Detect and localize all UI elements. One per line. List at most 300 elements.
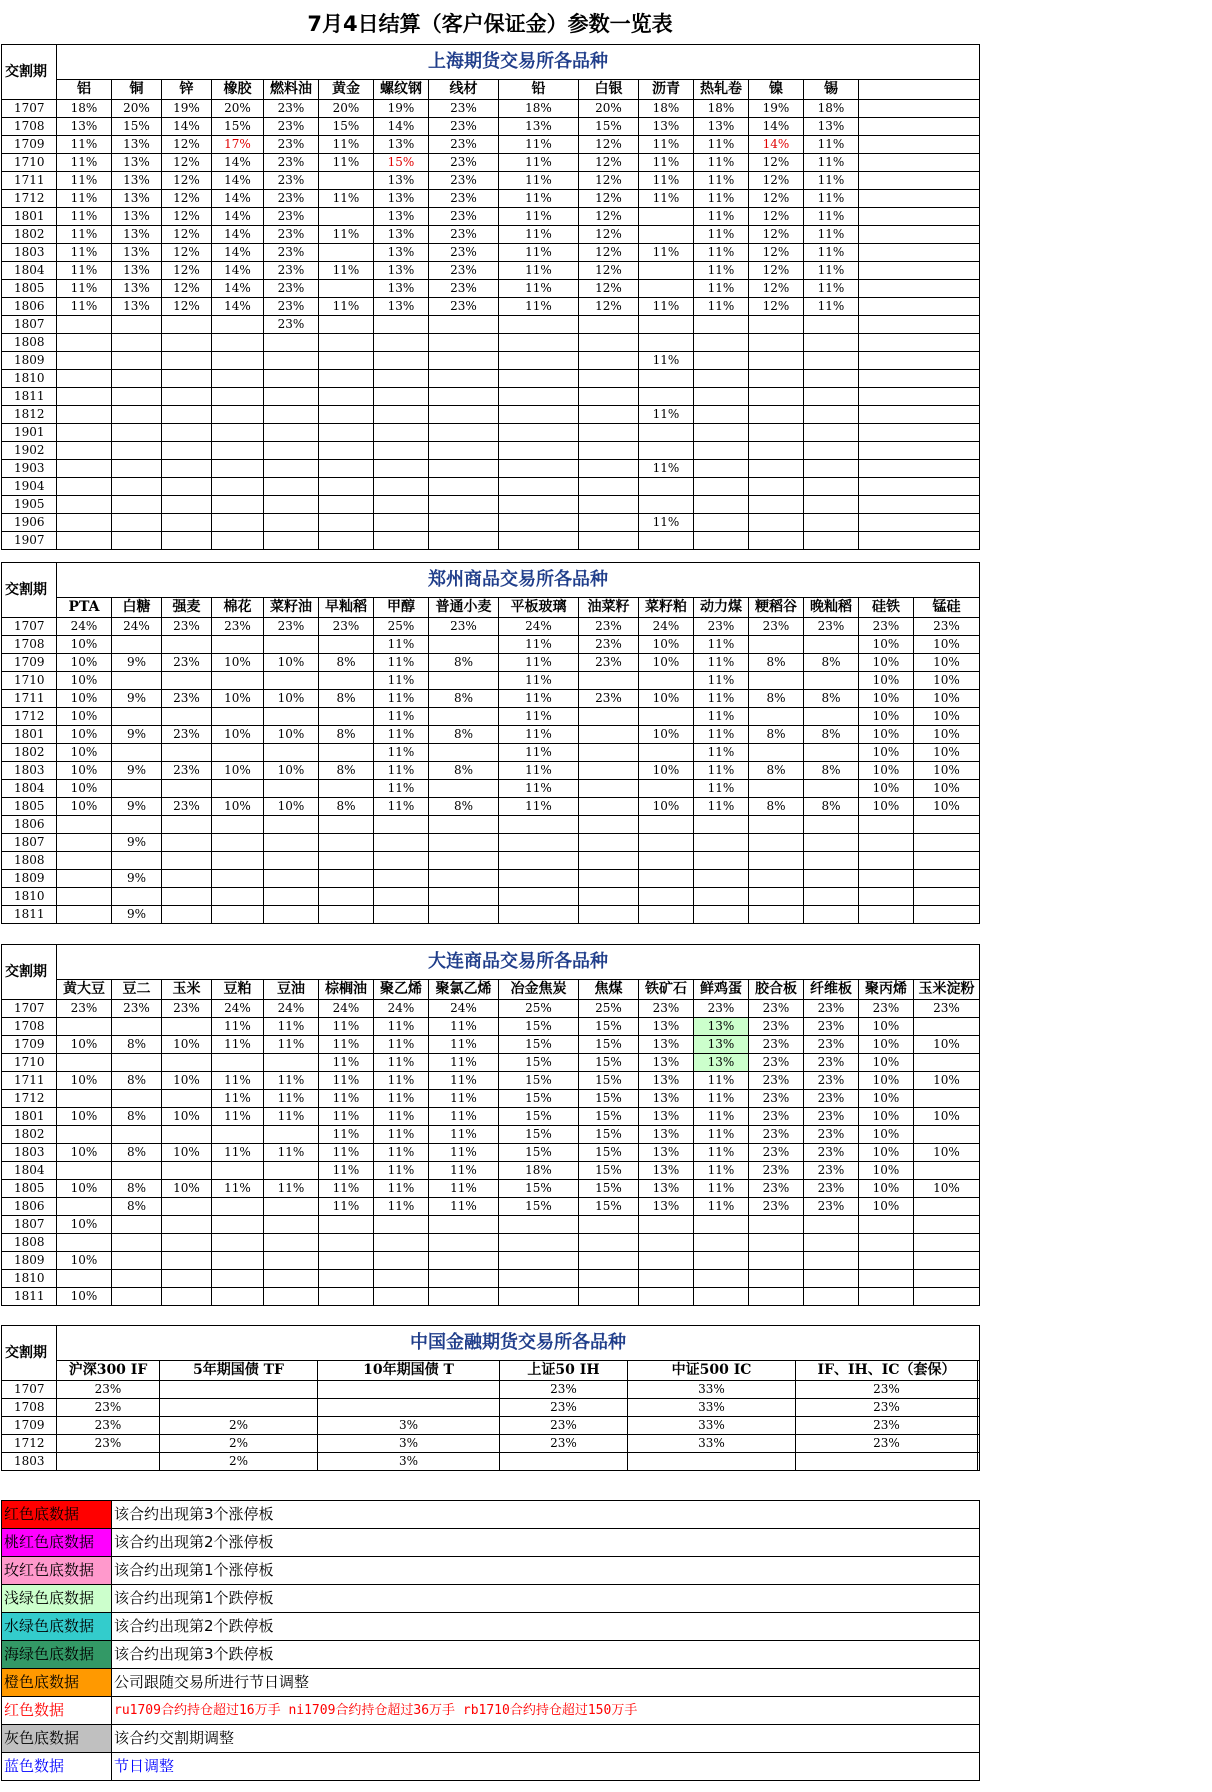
margin-cell: 15% bbox=[212, 118, 264, 136]
margin-cell bbox=[264, 852, 319, 870]
table-row bbox=[2, 1198, 980, 1216]
margin-cell: 10% bbox=[57, 672, 112, 690]
margin-cell bbox=[639, 906, 694, 924]
period-header: 交割期 bbox=[2, 945, 57, 1000]
period-cell: 1710 bbox=[2, 154, 57, 172]
margin-cell bbox=[162, 1234, 212, 1252]
margin-cell: 10% bbox=[639, 798, 694, 816]
margin-cell bbox=[579, 672, 639, 690]
margin-cell: 9% bbox=[112, 726, 162, 744]
margin-cell bbox=[804, 496, 859, 514]
margin-cell bbox=[264, 496, 319, 514]
margin-cell: 14% bbox=[374, 118, 429, 136]
period-cell: 1803 bbox=[2, 244, 57, 262]
margin-cell bbox=[914, 1162, 980, 1180]
margin-cell bbox=[319, 1216, 374, 1234]
period-cell: 1811 bbox=[2, 906, 57, 924]
margin-cell bbox=[212, 514, 264, 532]
margin-cell: 12% bbox=[162, 226, 212, 244]
margin-cell: 15% bbox=[579, 1090, 639, 1108]
period-cell: 1708 bbox=[2, 118, 57, 136]
margin-cell: 10% bbox=[859, 672, 914, 690]
margin-cell: 11% bbox=[319, 1036, 374, 1054]
margin-cell: 9% bbox=[112, 762, 162, 780]
period-cell: 1707 bbox=[2, 1381, 57, 1399]
margin-cell bbox=[579, 834, 639, 852]
margin-cell: 15% bbox=[374, 154, 429, 172]
margin-cell bbox=[499, 442, 579, 460]
margin-cell bbox=[804, 906, 859, 924]
legend-swatch-label: 灰色底数据 bbox=[2, 1725, 112, 1753]
margin-cell: 8% bbox=[112, 1198, 162, 1216]
margin-cell bbox=[749, 852, 804, 870]
margin-cell bbox=[429, 370, 499, 388]
period-cell: 1711 bbox=[2, 172, 57, 190]
margin-cell bbox=[112, 406, 162, 424]
margin-cell bbox=[694, 316, 749, 334]
table-row bbox=[2, 370, 980, 388]
margin-cell bbox=[914, 906, 980, 924]
margin-cell bbox=[859, 816, 914, 834]
period-cell: 1804 bbox=[2, 1162, 57, 1180]
margin-cell: 11% bbox=[429, 1090, 499, 1108]
margin-cell bbox=[319, 870, 374, 888]
margin-cell bbox=[804, 388, 859, 406]
table-row bbox=[2, 870, 980, 888]
margin-cell: 23% bbox=[500, 1435, 628, 1453]
legend-description: 节日调整 bbox=[112, 1753, 980, 1781]
margin-cell: 13% bbox=[694, 1018, 749, 1036]
period-cell: 1805 bbox=[2, 1180, 57, 1198]
margin-cell bbox=[212, 834, 264, 852]
period-cell: 1707 bbox=[2, 100, 57, 118]
legend-description: 该合约出现第2个跌停板 bbox=[112, 1613, 980, 1641]
period-cell: 1806 bbox=[2, 298, 57, 316]
margin-cell bbox=[639, 424, 694, 442]
margin-cell bbox=[319, 672, 374, 690]
margin-cell: 11% bbox=[499, 726, 579, 744]
margin-cell bbox=[859, 834, 914, 852]
margin-cell: 8% bbox=[749, 690, 804, 708]
margin-cell: 11% bbox=[694, 226, 749, 244]
margin-cell bbox=[264, 672, 319, 690]
empty-cell bbox=[859, 478, 980, 496]
margin-cell: 11% bbox=[374, 798, 429, 816]
margin-cell: 10% bbox=[859, 726, 914, 744]
legend-description: 该合约交割期调整 bbox=[112, 1725, 980, 1753]
margin-cell bbox=[112, 388, 162, 406]
margin-cell bbox=[859, 852, 914, 870]
product-header: 沪深300 IF bbox=[57, 1361, 160, 1381]
margin-cell: 10% bbox=[162, 1072, 212, 1090]
margin-cell: 8% bbox=[804, 798, 859, 816]
margin-cell bbox=[429, 780, 499, 798]
margin-cell: 11% bbox=[264, 1144, 319, 1162]
margin-cell: 23% bbox=[162, 726, 212, 744]
margin-cell bbox=[212, 1126, 264, 1144]
margin-cell bbox=[57, 1090, 112, 1108]
margin-cell: 15% bbox=[319, 118, 374, 136]
product-header: 橡胶 bbox=[212, 80, 264, 100]
margin-cell bbox=[429, 460, 499, 478]
table-row bbox=[2, 798, 980, 816]
margin-cell: 20% bbox=[319, 100, 374, 118]
product-header: 粳稻谷 bbox=[749, 598, 804, 618]
dce-table bbox=[1, 944, 980, 1306]
product-header: 棉花 bbox=[212, 598, 264, 618]
margin-cell: 23% bbox=[162, 654, 212, 672]
product-header: 白银 bbox=[579, 80, 639, 100]
margin-cell: 23% bbox=[579, 636, 639, 654]
margin-cell bbox=[112, 496, 162, 514]
table-row bbox=[2, 118, 980, 136]
margin-cell: 23% bbox=[859, 1000, 914, 1018]
margin-cell: 12% bbox=[749, 244, 804, 262]
margin-cell bbox=[429, 870, 499, 888]
margin-cell: 10% bbox=[57, 798, 112, 816]
margin-cell bbox=[162, 460, 212, 478]
product-header: 豆油 bbox=[264, 980, 319, 1000]
margin-cell: 10% bbox=[859, 708, 914, 726]
margin-cell: 11% bbox=[374, 1054, 429, 1072]
margin-cell: 10% bbox=[57, 708, 112, 726]
margin-cell: 15% bbox=[579, 118, 639, 136]
margin-cell bbox=[639, 888, 694, 906]
margin-cell bbox=[374, 1288, 429, 1306]
margin-cell bbox=[212, 460, 264, 478]
product-header: 动力煤 bbox=[694, 598, 749, 618]
margin-cell: 10% bbox=[57, 690, 112, 708]
margin-cell bbox=[804, 370, 859, 388]
margin-cell: 10% bbox=[264, 798, 319, 816]
period-cell: 1803 bbox=[2, 762, 57, 780]
margin-cell: 11% bbox=[264, 1108, 319, 1126]
margin-cell: 12% bbox=[579, 298, 639, 316]
margin-cell: 11% bbox=[639, 406, 694, 424]
margin-cell: 13% bbox=[694, 1036, 749, 1054]
margin-cell: 10% bbox=[264, 654, 319, 672]
margin-cell: 19% bbox=[749, 100, 804, 118]
margin-cell bbox=[162, 370, 212, 388]
margin-cell bbox=[112, 1090, 162, 1108]
margin-cell: 12% bbox=[579, 154, 639, 172]
margin-cell: 23% bbox=[57, 1000, 112, 1018]
margin-cell: 12% bbox=[162, 208, 212, 226]
margin-cell bbox=[804, 870, 859, 888]
margin-cell: 11% bbox=[319, 1180, 374, 1198]
period-cell: 1906 bbox=[2, 514, 57, 532]
margin-cell: 24% bbox=[112, 618, 162, 636]
margin-cell bbox=[499, 1216, 579, 1234]
margin-cell bbox=[639, 262, 694, 280]
margin-cell bbox=[264, 442, 319, 460]
margin-cell bbox=[499, 352, 579, 370]
margin-cell bbox=[319, 406, 374, 424]
margin-cell bbox=[374, 1216, 429, 1234]
margin-cell bbox=[749, 1252, 804, 1270]
legend-description: 该合约出现第2个涨停板 bbox=[112, 1529, 980, 1557]
margin-cell: 23% bbox=[749, 618, 804, 636]
margin-cell: 11% bbox=[319, 1090, 374, 1108]
margin-cell: 11% bbox=[429, 1180, 499, 1198]
margin-cell: 11% bbox=[374, 708, 429, 726]
margin-cell bbox=[112, 514, 162, 532]
margin-cell bbox=[694, 1216, 749, 1234]
margin-cell bbox=[319, 280, 374, 298]
margin-cell bbox=[212, 1288, 264, 1306]
margin-cell: 11% bbox=[499, 244, 579, 262]
margin-cell bbox=[212, 478, 264, 496]
margin-cell bbox=[639, 672, 694, 690]
margin-cell: 11% bbox=[429, 1144, 499, 1162]
margin-cell bbox=[112, 780, 162, 798]
margin-cell: 11% bbox=[57, 244, 112, 262]
margin-cell: 23% bbox=[749, 1036, 804, 1054]
margin-cell: 10% bbox=[859, 1198, 914, 1216]
margin-cell: 11% bbox=[694, 154, 749, 172]
margin-cell bbox=[499, 888, 579, 906]
margin-cell bbox=[374, 496, 429, 514]
margin-cell bbox=[859, 1270, 914, 1288]
margin-cell: 12% bbox=[162, 262, 212, 280]
margin-cell bbox=[804, 1216, 859, 1234]
table-row bbox=[2, 1381, 980, 1399]
period-cell: 1709 bbox=[2, 1036, 57, 1054]
margin-cell: 11% bbox=[374, 1162, 429, 1180]
margin-cell bbox=[212, 870, 264, 888]
margin-cell: 18% bbox=[499, 1162, 579, 1180]
margin-cell: 15% bbox=[579, 1144, 639, 1162]
margin-cell bbox=[112, 852, 162, 870]
margin-cell bbox=[749, 1288, 804, 1306]
period-cell: 1810 bbox=[2, 1270, 57, 1288]
margin-cell bbox=[57, 334, 112, 352]
margin-cell bbox=[212, 780, 264, 798]
margin-cell bbox=[162, 816, 212, 834]
margin-cell bbox=[57, 1198, 112, 1216]
margin-cell: 8% bbox=[749, 798, 804, 816]
margin-cell: 13% bbox=[374, 298, 429, 316]
margin-cell: 11% bbox=[319, 1018, 374, 1036]
period-cell: 1807 bbox=[2, 1216, 57, 1234]
product-header: IF、IH、IC（套保） bbox=[796, 1361, 978, 1381]
margin-cell: 23% bbox=[914, 618, 980, 636]
margin-cell: 24% bbox=[319, 1000, 374, 1018]
margin-cell bbox=[859, 1216, 914, 1234]
margin-cell bbox=[749, 478, 804, 496]
margin-cell bbox=[162, 406, 212, 424]
margin-cell bbox=[264, 388, 319, 406]
margin-cell bbox=[264, 1288, 319, 1306]
margin-cell bbox=[639, 780, 694, 798]
margin-cell bbox=[639, 442, 694, 460]
margin-cell: 13% bbox=[639, 1036, 694, 1054]
product-header: 平板玻璃 bbox=[499, 598, 579, 618]
margin-cell: 11% bbox=[264, 1036, 319, 1054]
margin-cell: 11% bbox=[694, 1144, 749, 1162]
margin-cell: 23% bbox=[694, 618, 749, 636]
margin-cell bbox=[499, 816, 579, 834]
margin-cell: 11% bbox=[694, 208, 749, 226]
period-cell: 1708 bbox=[2, 1018, 57, 1036]
margin-cell: 23% bbox=[749, 1180, 804, 1198]
legend-row bbox=[2, 1585, 980, 1613]
margin-cell: 13% bbox=[112, 154, 162, 172]
margin-cell bbox=[429, 532, 499, 550]
margin-cell bbox=[112, 1270, 162, 1288]
margin-cell bbox=[319, 442, 374, 460]
margin-cell: 8% bbox=[749, 762, 804, 780]
margin-cell bbox=[749, 514, 804, 532]
margin-cell: 13% bbox=[374, 244, 429, 262]
margin-cell: 11% bbox=[499, 154, 579, 172]
margin-cell bbox=[374, 1234, 429, 1252]
margin-cell: 12% bbox=[579, 280, 639, 298]
margin-cell: 14% bbox=[212, 262, 264, 280]
period-cell: 1807 bbox=[2, 834, 57, 852]
margin-cell: 11% bbox=[804, 298, 859, 316]
margin-cell bbox=[429, 514, 499, 532]
margin-cell: 8% bbox=[804, 654, 859, 672]
margin-cell bbox=[499, 334, 579, 352]
margin-cell: 10% bbox=[639, 726, 694, 744]
legend-swatch-label: 红色底数据 bbox=[2, 1501, 112, 1529]
margin-cell: 23% bbox=[429, 244, 499, 262]
margin-cell: 10% bbox=[639, 654, 694, 672]
margin-cell: 23% bbox=[212, 618, 264, 636]
margin-cell bbox=[914, 1216, 980, 1234]
margin-cell bbox=[112, 1054, 162, 1072]
table-row bbox=[2, 672, 980, 690]
table-row bbox=[2, 1435, 980, 1453]
margin-cell bbox=[374, 888, 429, 906]
margin-cell bbox=[212, 496, 264, 514]
margin-cell: 11% bbox=[499, 654, 579, 672]
margin-cell: 10% bbox=[914, 780, 980, 798]
table-row bbox=[2, 514, 980, 532]
margin-cell: 11% bbox=[429, 1126, 499, 1144]
margin-cell bbox=[264, 744, 319, 762]
margin-cell: 11% bbox=[694, 1180, 749, 1198]
margin-cell: 10% bbox=[859, 1126, 914, 1144]
margin-cell bbox=[374, 352, 429, 370]
margin-cell: 10% bbox=[859, 780, 914, 798]
margin-cell: 10% bbox=[914, 798, 980, 816]
margin-cell bbox=[212, 744, 264, 762]
margin-cell bbox=[804, 1288, 859, 1306]
margin-cell: 8% bbox=[804, 690, 859, 708]
table-row bbox=[2, 618, 980, 636]
margin-cell bbox=[374, 406, 429, 424]
legend-description: 公司跟随交易所进行节日调整 bbox=[112, 1669, 980, 1697]
table-row bbox=[2, 442, 980, 460]
period-cell: 1809 bbox=[2, 1252, 57, 1270]
margin-cell bbox=[694, 514, 749, 532]
table-row bbox=[2, 532, 980, 550]
margin-cell bbox=[160, 1381, 318, 1399]
period-cell: 1805 bbox=[2, 280, 57, 298]
period-cell: 1806 bbox=[2, 1198, 57, 1216]
margin-cell: 15% bbox=[579, 1126, 639, 1144]
margin-cell bbox=[264, 370, 319, 388]
table-row bbox=[2, 190, 980, 208]
margin-cell bbox=[694, 906, 749, 924]
margin-cell bbox=[162, 1270, 212, 1288]
margin-cell: 23% bbox=[749, 1000, 804, 1018]
margin-cell bbox=[749, 708, 804, 726]
margin-cell: 11% bbox=[639, 298, 694, 316]
margin-cell: 12% bbox=[749, 298, 804, 316]
margin-cell bbox=[319, 636, 374, 654]
margin-cell: 10% bbox=[914, 1180, 980, 1198]
margin-cell: 11% bbox=[319, 1054, 374, 1072]
table-row bbox=[2, 460, 980, 478]
margin-cell: 15% bbox=[499, 1144, 579, 1162]
margin-cell bbox=[318, 1399, 500, 1417]
margin-cell bbox=[264, 780, 319, 798]
margin-cell: 10% bbox=[914, 708, 980, 726]
margin-cell bbox=[429, 1252, 499, 1270]
margin-cell bbox=[264, 906, 319, 924]
margin-cell: 10% bbox=[57, 1180, 112, 1198]
product-header: 玉米淀粉 bbox=[914, 980, 980, 1000]
margin-cell bbox=[57, 532, 112, 550]
margin-cell bbox=[212, 406, 264, 424]
margin-cell: 23% bbox=[264, 208, 319, 226]
margin-cell bbox=[694, 888, 749, 906]
empty-cell bbox=[859, 208, 980, 226]
margin-cell: 18% bbox=[639, 100, 694, 118]
margin-cell bbox=[429, 388, 499, 406]
margin-cell: 11% bbox=[57, 154, 112, 172]
margin-cell: 11% bbox=[429, 1054, 499, 1072]
margin-cell: 13% bbox=[374, 262, 429, 280]
empty-cell bbox=[859, 532, 980, 550]
margin-cell: 13% bbox=[499, 118, 579, 136]
margin-cell: 12% bbox=[749, 280, 804, 298]
margin-cell: 13% bbox=[639, 1072, 694, 1090]
margin-cell: 11% bbox=[694, 262, 749, 280]
legend-description: ru1709合约持仓超过16万手 ni1709合约持仓超过36万手 rb1710合约持仓超过150万手 bbox=[112, 1697, 980, 1725]
margin-cell: 12% bbox=[579, 172, 639, 190]
margin-cell bbox=[162, 388, 212, 406]
margin-cell: 10% bbox=[639, 636, 694, 654]
margin-cell bbox=[112, 334, 162, 352]
table-row bbox=[2, 1180, 980, 1198]
margin-cell: 11% bbox=[499, 280, 579, 298]
margin-cell: 11% bbox=[57, 298, 112, 316]
margin-cell bbox=[162, 834, 212, 852]
legend-swatch-label: 海绿色底数据 bbox=[2, 1641, 112, 1669]
period-cell: 1804 bbox=[2, 780, 57, 798]
empty-cell bbox=[859, 118, 980, 136]
margin-cell bbox=[374, 514, 429, 532]
table-row bbox=[2, 262, 980, 280]
margin-cell: 8% bbox=[112, 1108, 162, 1126]
margin-cell: 11% bbox=[374, 1036, 429, 1054]
margin-cell: 23% bbox=[804, 1000, 859, 1018]
table-row bbox=[2, 1000, 980, 1018]
table-row bbox=[2, 1126, 980, 1144]
margin-cell bbox=[162, 1090, 212, 1108]
margin-cell bbox=[429, 744, 499, 762]
margin-cell: 11% bbox=[429, 1036, 499, 1054]
margin-cell bbox=[749, 442, 804, 460]
product-header: 铜 bbox=[112, 80, 162, 100]
margin-cell bbox=[374, 1252, 429, 1270]
margin-cell: 10% bbox=[57, 780, 112, 798]
empty-cell bbox=[978, 1453, 980, 1471]
